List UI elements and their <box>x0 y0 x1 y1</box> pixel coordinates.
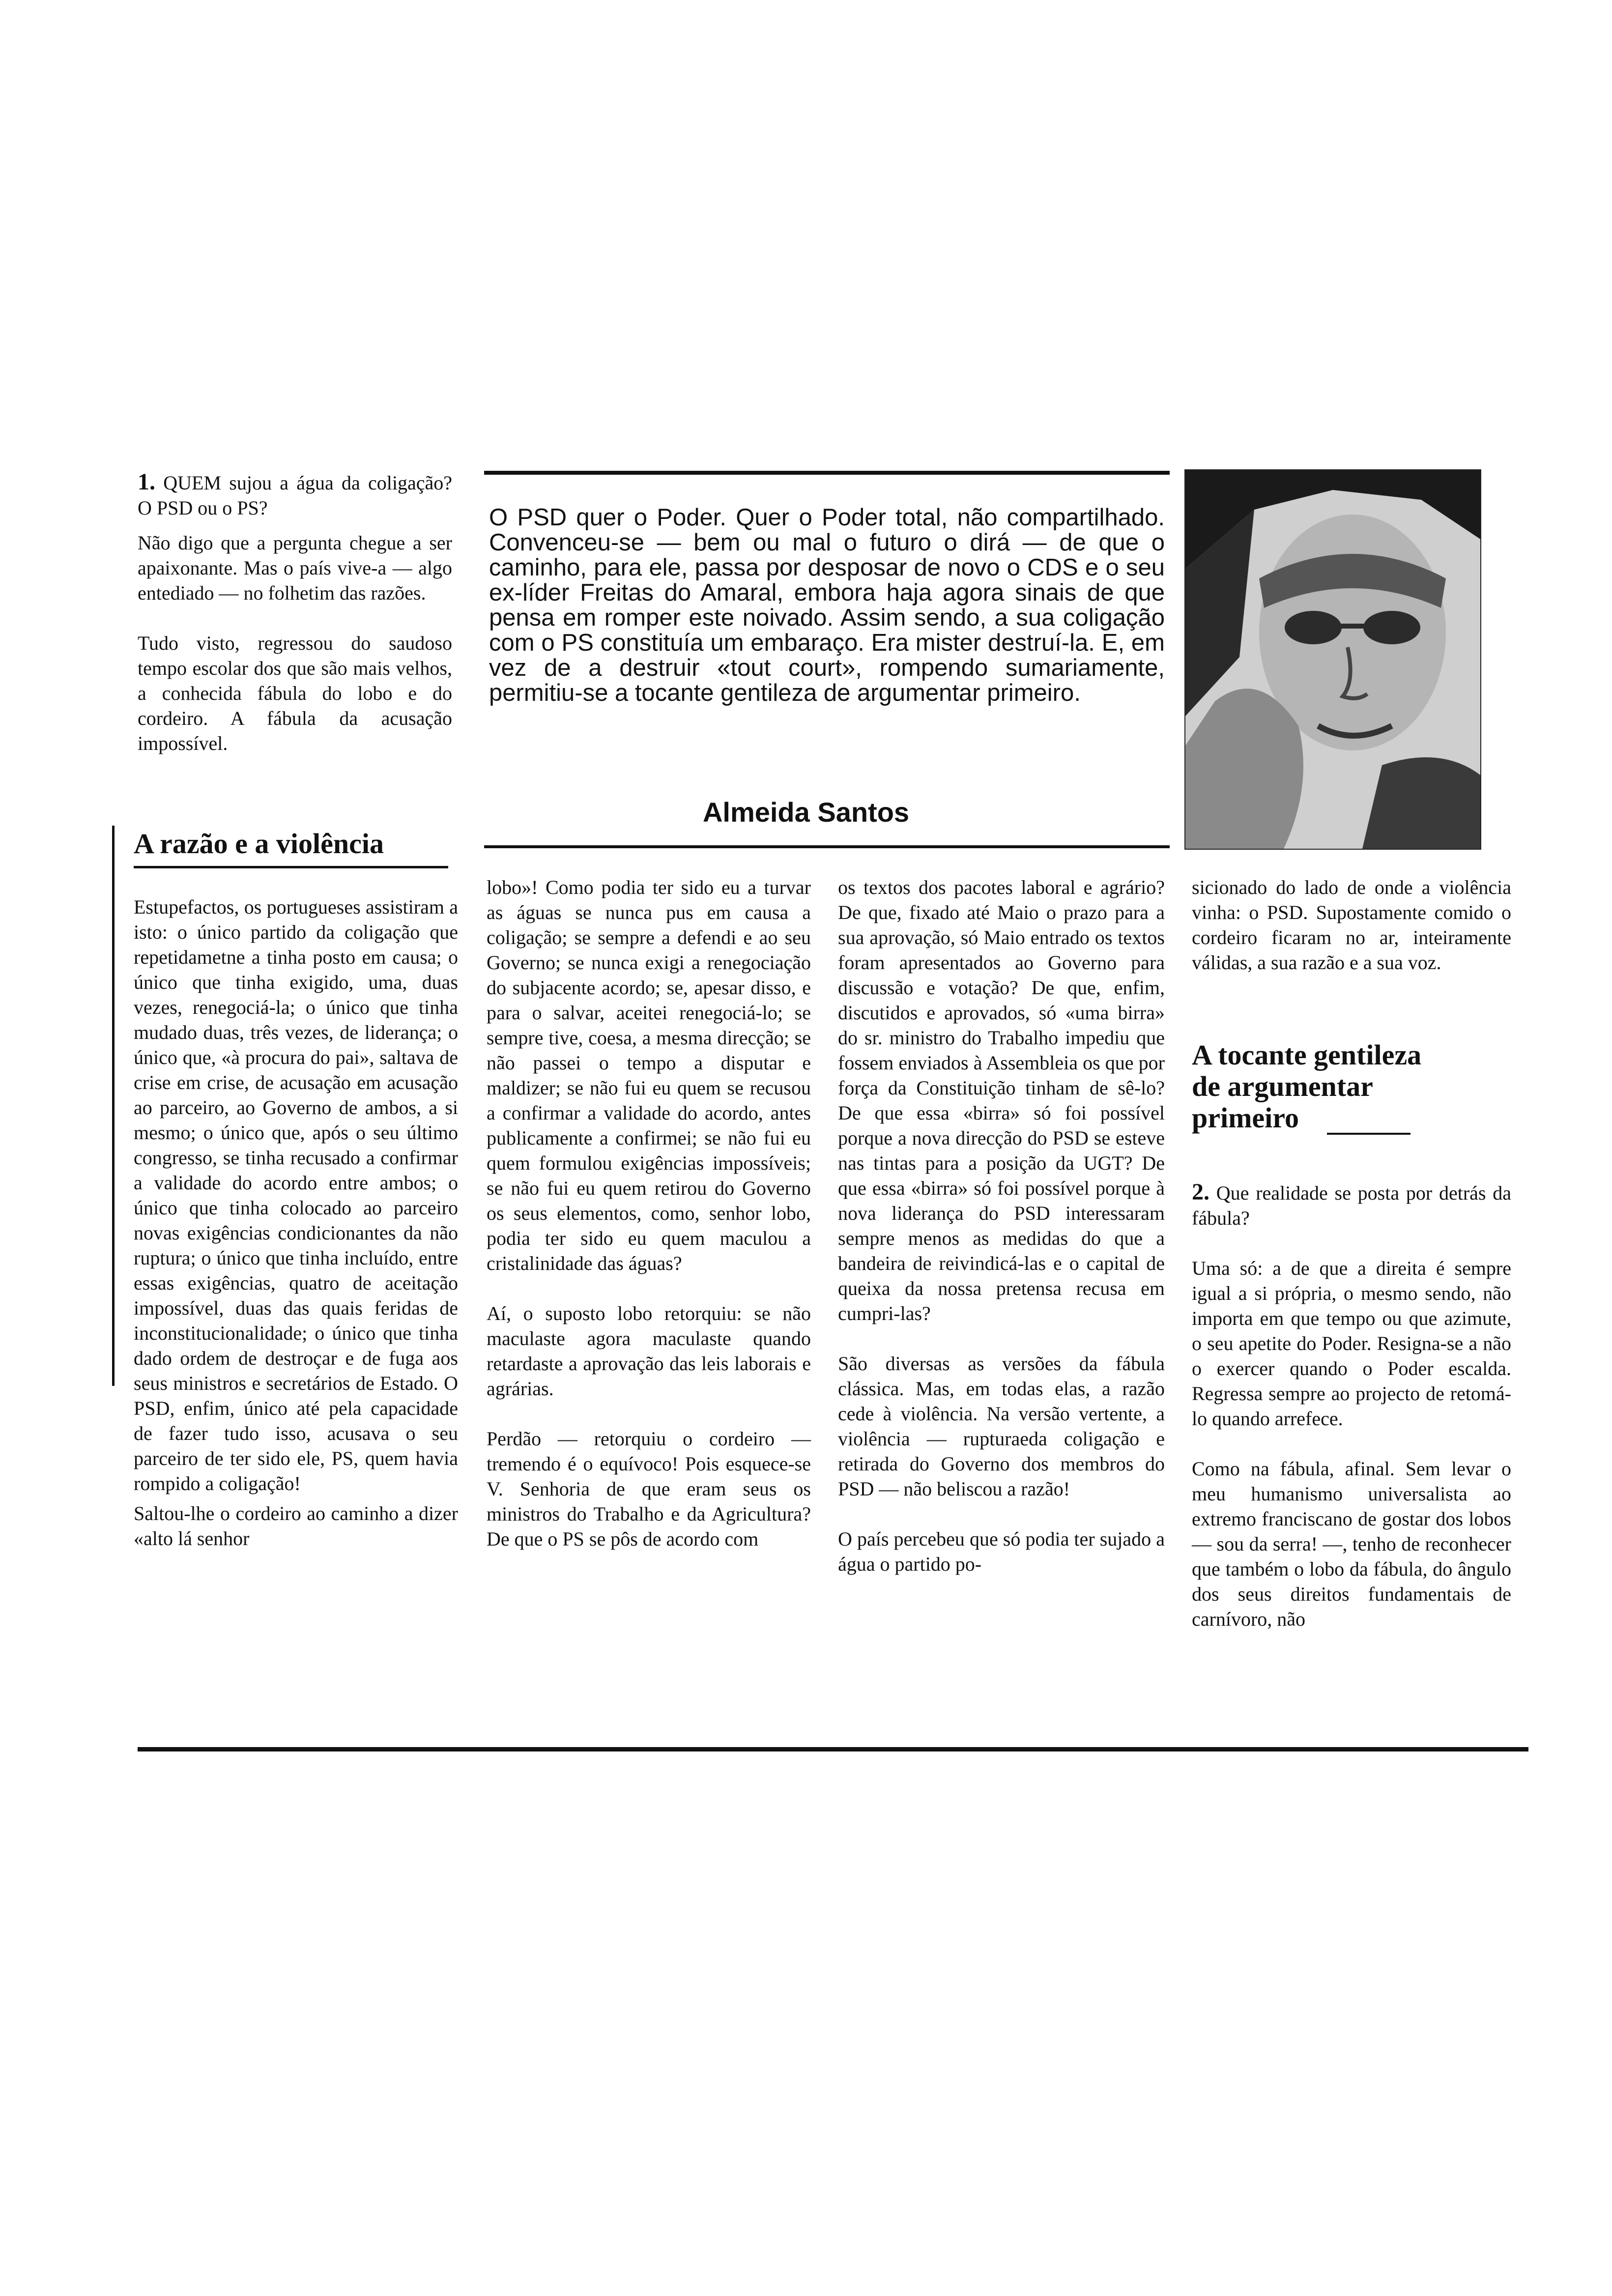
portrait-image <box>1185 470 1480 849</box>
question-text: Que realidade se posta por detrás da fábula? <box>1192 1182 1511 1229</box>
byline: Almeida Santos <box>702 797 910 828</box>
intro-question <box>138 469 452 520</box>
body-paragraph: os textos dos pacotes laboral e agrário? De que, fixado até Maio o prazo para a sua aprovação, só Maio entrado os textos foram apresentados ao Governo para discussão e votação? De que, enfim, discutidos e aprovados, só «uma birra» do sr. ministro do Trabalho impediu que fossem enviados à Assembleia os que por força da Constituição tinham de sê-lo? De que essa «birra» só foi possível porque a nova direcção do PSD se esteve nas tintas para a posição da UGT? De que essa «birra» só foi possível porque à nova liderança do PSD interessaram sempre menos as medidas do que a bandeira de reivindicá-las e o capital de queixa da nossa pretensa recusa em cumpri-las? <box>838 876 1165 1324</box>
lead-paragraph: O PSD quer o Poder. Quer o Poder total, não compartilhado. Convenceu-se — bem ou mal o futuro o dirá — de que o caminho, para ele, passa por desposar de novo o CDS e o seu ex-líder Freitas do Amaral, embora haja agora sinais de que pensa em romper este noivado. Assim sendo, a sua coligação com o PS constituía um embaraço. Era mister destruí-la. E, em vez de a destruir «tout court», rompendo sumariamente, permitiu-se a tocante gentileza de argumentar primeiro. <box>489 504 1165 706</box>
author-photo <box>1184 469 1481 850</box>
column-2-body <box>487 875 811 1551</box>
intro-block <box>138 469 452 781</box>
intro-paragraph: Tudo visto, regressou do saudoso tempo escolar dos que são mais velhos, a conhecida fábula do lobo e do cordeiro. A fábula da acusação impossível. <box>138 632 452 754</box>
body-paragraph: Perdão — retorquiu o cordeiro — tremendo é o equívoco! Pois esquece-se V. Senhoria de que eram seus os ministros do Trabalho e da Agricultura? De que o PS se pôs de acordo com <box>487 1428 811 1550</box>
body-paragraph: Uma só: a de que a direita é sempre igual a si própria, o mesmo sendo, não importa em que tempo ou que azimute, o seu apetite do Poder. Resigna-se a não o exercer quando o Poder escalda. Regressa sempre ao projecto de retomá-lo quando arrefece. <box>1192 1257 1511 1430</box>
body-paragraph: Aí, o suposto lobo retorquiu: se não maculaste agora maculaste quando retardaste a aprovação das leis laborais e agrárias. <box>487 1302 811 1400</box>
subheading-gentileza: A tocante gentileza de argumentar primeiro <box>1192 1039 1422 1134</box>
subheading-rule <box>134 866 448 868</box>
column-4-body <box>1192 1179 1511 1632</box>
column-4-top <box>1192 875 1511 975</box>
lead-bottom-rule <box>484 845 1170 848</box>
lead-top-rule <box>484 471 1170 475</box>
intro-paragraph: Não digo que a pergunta chegue a ser apaixonante. Mas o país vive-a — algo entediado — no folhetim das razões. <box>138 532 452 604</box>
body-paragraph: lobo»! Como podia ter sido eu a turvar as águas se nunca pus em causa a coligação; se sempre a defendi e ao seu Governo; se nunca exigi a renegociação do subjacente acordo; se, apesar disso, e para o salvar, aceitei renegociá-lo; se sempre tive, coesa, a mesma direcção; se não passei o tempo a disputar e maldizer; se não fui eu quem se recusou a confirmar a validade do acordo, antes publicamente a confirmei; se não fui eu quem formulou exigências impossíveis; se não fui eu quem retirou do Governo os seus elementos, como, senhor lobo, podia ter sido eu quem maculou a cristalinidade das águas? <box>487 876 811 1274</box>
body-paragraph: Saltou-lhe o cordeiro ao caminho a dizer «alto lá senhor <box>134 1502 458 1550</box>
subheading-rule <box>1327 1133 1410 1135</box>
column-divider <box>112 826 115 1386</box>
column-1-body <box>134 894 458 1551</box>
body-paragraph: Estupefactos, os portugueses assistiram a isto: o único partido da coligação que repetidametne a tinha posto em causa; o único que tinha exigido, uma, duas vezes, renegociá-la; o único que tinha mudado duas, três vezes, de liderança; o único que, «à procura do pai», saltava de crise em crise, de acusação em acusação ao parceiro, ao Governo de ambos, a si mesmo; o único que, após o seu último congresso, se tinha recusado a confirmar a validade do acordo entre ambos; o único que tinha colocado ao parceiro novas exigências condicionantes da não ruptura; o único que tinha incluído, entre essas exigências, quatro de aceitação impossível, duas das quais feridas de inconstitucionalidade; o único que tinha dado ordem de destroçar e de fuga aos seus ministros e secretários de Estado. O PSD, enfim, único até pela capacidade de fazer tudo isso, acusava o seu parceiro de ter sido ele, PS, quem havia rompido a coligação! <box>134 896 458 1494</box>
body-paragraph: sicionado do lado de onde a violência vinha: o PSD. Supostamente comido o cordeiro ficaram no ar, inteiramente válidas, a sua razão e a sua voz. <box>1192 876 1511 974</box>
subheading-violence: A razão e a violência <box>134 828 384 860</box>
section-number: 1. <box>138 469 155 495</box>
bottom-rule <box>138 1747 1528 1751</box>
column-3-body <box>838 875 1165 1577</box>
section-number: 2. <box>1192 1179 1209 1205</box>
body-paragraph: São diversas as versões da fábula clássica. Mas, em todas elas, a razão cede à violência. Na versão vertente, a violência — rupturaeda coligação e retirada do Governo dos membros do PSD — não beliscou a razão! <box>838 1352 1165 1500</box>
intro-question-text: QUEM sujou a água da coligação? O PSD ou o PS? <box>138 472 453 519</box>
body-paragraph: O país percebeu que só podia ter sujado a água o partido po- <box>838 1528 1165 1575</box>
body-paragraph: Como na fábula, afinal. Sem levar o meu humanismo universalista ao extremo franciscano de gostar dos lobos — sou da serra! —, tenho de reconhecer que também o lobo da fábula, do ângulo dos seus direitos fundamentais de carnívoro, não <box>1192 1458 1511 1630</box>
question-paragraph <box>1192 1179 1511 1231</box>
